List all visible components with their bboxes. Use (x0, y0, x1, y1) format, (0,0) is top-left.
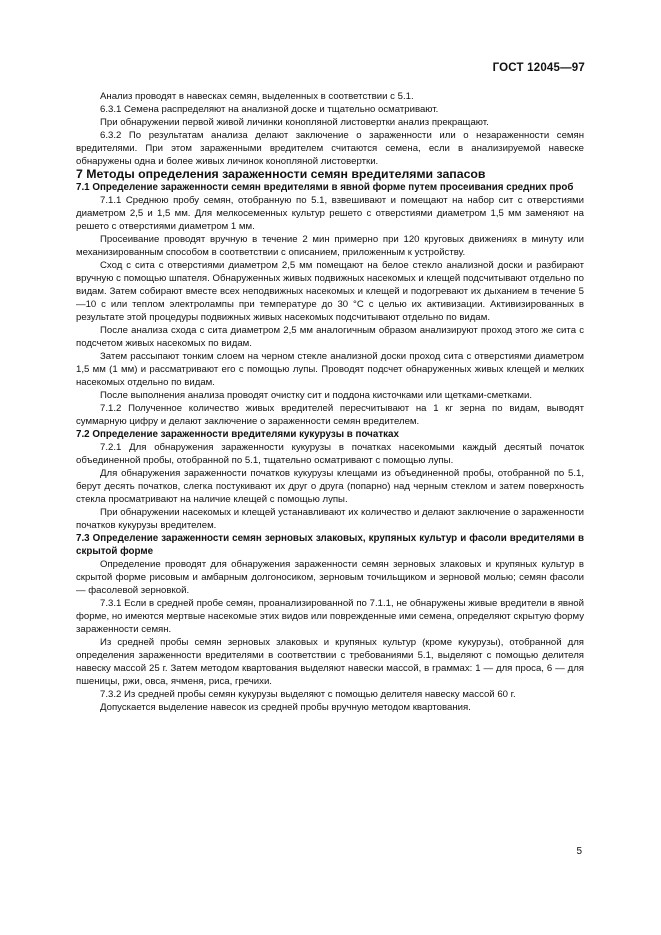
paragraph: После анализа схода с сита диаметром 2,5 мм аналогичным образом анализируют проход этого же сита с подсчетом живых насекомых по видам. (76, 325, 584, 349)
section-7-1-title: 7.1 Определение зараженности семян вредителями в явной форме путем просеивания средних проб (76, 182, 574, 193)
section-7-title: 7 Методы определения зараженности семян вредителями запасов (76, 167, 486, 181)
paragraph: 7.2.1 Для обнаружения зараженности кукурузы в початках насекомыми каждый десятый початок объединенной пробы, отобранной по 5.1, тщательно осматривают с помощью лупы. (76, 442, 584, 466)
paragraph: Определение проводят для обнаружения зараженности семян зерновых злаковых и крупяных культур в скрытой форме рисовым и амбарным долгоносиком, зерновым точильщиком и зерновой молью; семян фасоли — фасолевой зерновкой. (76, 559, 584, 596)
paragraph: Просеивание проводят вручную в течение 2 мин примерно при 120 круговых движениях в минуту или механизированным способом в соответствии с описанием, приложенным к устройству. (76, 234, 584, 258)
section-7-3-title: 7.3 Определение зараженности семян зерновых злаковых, крупяных культур и фасоли вредителями в скрытой форме (76, 533, 584, 557)
paragraph: 6.3.1 Семена распределяют на анализной доске и тщательно осматривают. (100, 104, 439, 115)
paragraph: 7.1.2 Полученное количество живых вредителей пересчитывают на 1 кг зерна по видам, выводят суммарную цифру и делают заключение о зараженности семян вредителем. (76, 403, 584, 427)
paragraph: После выполнения анализа проводят очистку сит и поддона кисточками или щетками-сметками. (100, 390, 533, 401)
page-number: 5 (576, 846, 582, 857)
paragraph: Допускается выделение навесок из средней пробы вручную методом квартования. (100, 702, 471, 713)
paragraph: При обнаружении первой живой личинки конопляной листовертки анализ прекращают. (100, 117, 489, 128)
paragraph: Затем рассыпают тонким слоем на черном стекле анализной доски проход сита с отверстиями диаметром 1,5 мм (1 мм) и рассматривают его с помощью лупы. Проводят подсчет обнаруженных живых клещей и мелких насекомых отдельно по видам. (76, 351, 584, 388)
paragraph: Сход с сита с отверстиями диаметром 2,5 мм помещают на белое стекло анализной доски и разбирают вручную с помощью шпателя. Обнаруженных живых подвижных насекомых и клещей подсчитывают отдельно по видам. Затем собирают вместе всех неподвижных насекомых и клещей и подогревают их дыханием в течение 5—10 с или теплом электролампы при температуре до 30 °С с целью их активизации. Активизированных в результате этой процедуры подвижных живых насекомых подсчитывают отдельно по видам. (76, 260, 584, 323)
paragraph: 7.3.2 Из средней пробы семян кукурузы выделяют с помощью делителя навеску массой 60 г. (100, 689, 516, 700)
paragraph: При обнаружении насекомых и клещей устанавливают их количество и делают заключение о зараженности початков кукурузы вредителем. (76, 507, 584, 531)
document-body (76, 90, 584, 714)
paragraph: 7.1.1 Среднюю пробу семян, отобранную по 5.1, взвешивают и помещают на набор сит с отверстиями диаметром 2,5 и 1,5 мм. Для мелкосеменных культур решето с отверстиями диаметром 1,5 мм заменяют на решето с отверстиями диаметром 1 мм. (76, 195, 584, 232)
paragraph: Анализ проводят в навесках семян, выделенных в соответствии с 5.1. (100, 91, 414, 102)
section-7-2-title: 7.2 Определение зараженности вредителями кукурузы в початках (76, 429, 399, 440)
paragraph: Для обнаружения зараженности початков кукурузы клещами из объединенной пробы, отобранной по 5.1, берут десять початков, слегка постукивают их друг о друга (попарно) над черным стеклом и затем поверхность стекла просматривают на наличие клещей с помощью лупы. (76, 468, 584, 505)
paragraph: 6.3.2 По результатам анализа делают заключение о зараженности или о незараженности семян вредителями. При этом зараженными вредителем считаются семена, если в анализируемой навеске обнаружены одна и более живых личинок конопляной листовертки. (76, 130, 584, 167)
standard-code: ГОСТ 12045—97 (492, 62, 585, 74)
paragraph: Из средней пробы семян зерновых злаковых и крупяных культур (кроме кукурузы), отобранной для определения зараженности вредителями в соответствии с требованиями 5.1, выделяют с помощью делителя навеску массой 25 г. Затем методом квартования выделяют навески массой, в граммах: 1 — для проса, 6 — для пшеницы, ржи, овса, ячменя, риса, гречихи. (76, 637, 584, 687)
paragraph: 7.3.1 Если в средней пробе семян, проанализированной по 7.1.1, не обнаружены живые вредители в явной форме, но имеются мертвые насекомые этих видов или поврежденные ими семена, определяют скрытую форму зараженности семян. (76, 598, 584, 635)
